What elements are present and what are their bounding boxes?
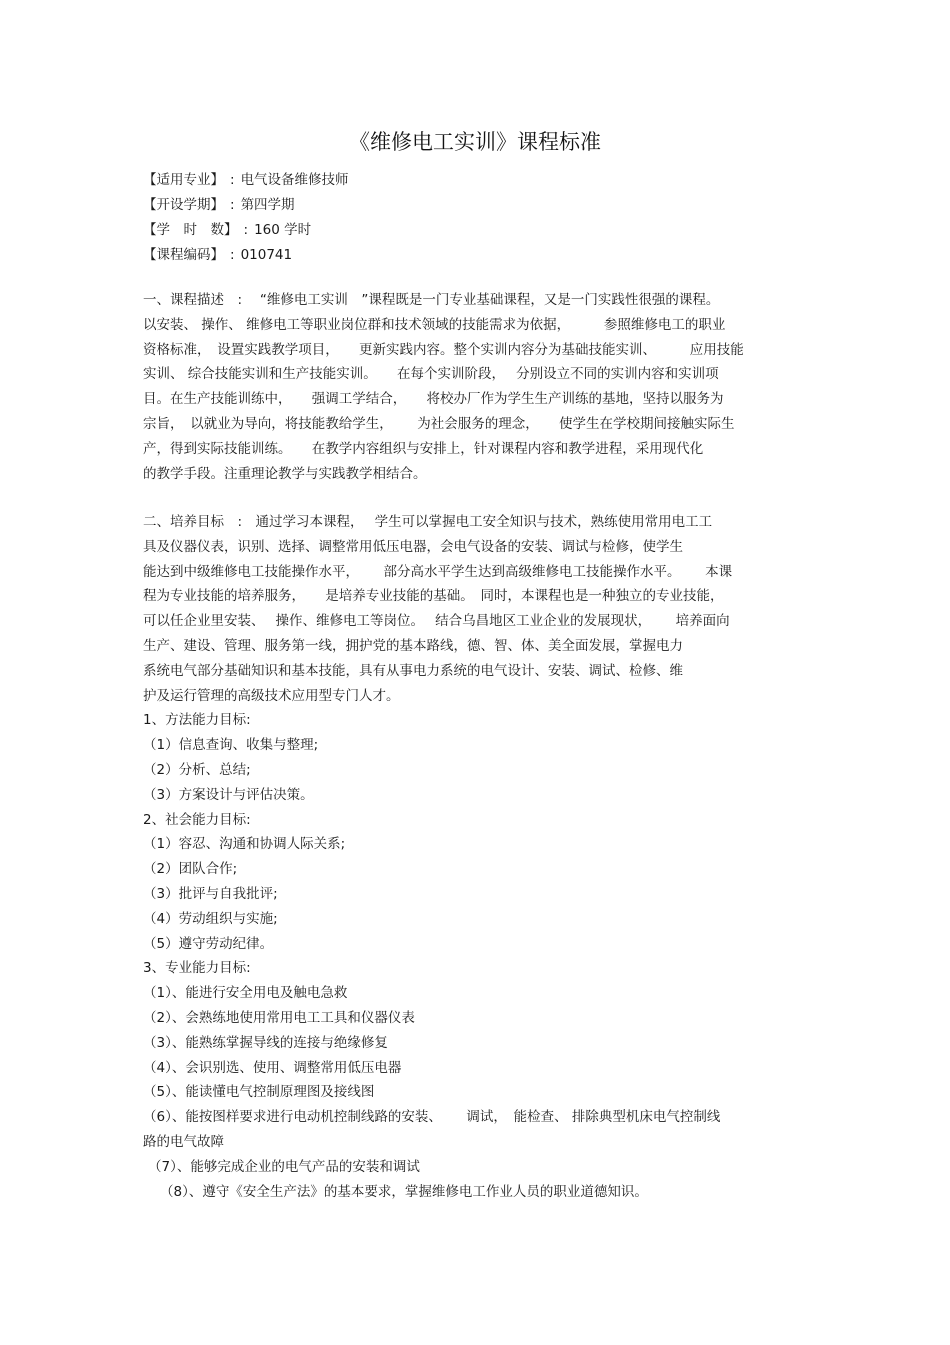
meta-label: 【适用专业】 — [143, 172, 224, 188]
section-course-description — [143, 288, 811, 486]
list-item: （5）、能读懂电气控制原理图及接线图 — [143, 1084, 375, 1101]
list-item: （7）、能够完成企业的电气产品的安装和调试 — [148, 1158, 420, 1175]
meta-label: 【开设学期】 — [143, 197, 224, 213]
paragraph-line: 可以任企业里安装、 操作、维修电工等岗位。 结合乌昌地区工业企业的发展现状， 培养面向 — [143, 613, 730, 630]
meta-row-semester — [143, 193, 803, 218]
paragraph-line: 护及运行管理的高级技术应用型专门人才。 — [143, 687, 400, 704]
list-item: （5）遵守劳动纪律。 — [143, 935, 274, 952]
meta-value: 160 学时 — [254, 222, 312, 238]
paragraph-line: 资格标准， 设置实践教学项目， 更新实践内容。整个实训内容分为基础技能实训、 应用技能 — [143, 341, 744, 358]
paragraph-line: 宗旨， 以就业为导向，将技能教给学生， 为社会服务的理念， 使学生在学校期间接触实际生 — [143, 415, 735, 432]
paragraph-line: 实训、 综合技能实训和生产技能实训。 在每个实训阶段， 分别设立不同的实训内容和实训项 — [143, 366, 719, 383]
meta-row-major — [143, 168, 803, 193]
list-item: （3）、能熟练掌握导线的连接与绝缘修复 — [143, 1034, 388, 1051]
meta-label: 【学 时 数】 — [143, 222, 238, 238]
section-training-goals — [143, 510, 811, 1204]
paragraph-line: 二、培养目标 : 通过学习本课程， 学生可以掌握电工安全知识与技术，熟练使用常用电工工 — [143, 514, 713, 530]
list-item: （2）团队合作; — [143, 861, 238, 878]
goal-heading-method: 1、方法能力目标: — [143, 712, 251, 729]
list-item: （2）分析、总结; — [143, 761, 251, 778]
meta-value: 第四学期 — [240, 197, 295, 213]
goal-heading-professional: 3、专业能力目标: — [143, 960, 251, 977]
paragraph-line: 一、课程描述 : “维修电工实训 ”课程既是一门专业基础课程，又是一门实践性很强的课程。 — [143, 292, 720, 308]
meta-sep: : — [230, 247, 235, 263]
paragraph-line: 目。在生产技能训练中， 强调工学结合， 将校办厂作为学生生产训练的基地，坚持以服务为 — [143, 391, 724, 408]
course-meta — [143, 168, 803, 268]
list-item: （4）劳动组织与实施; — [143, 910, 278, 927]
paragraph-line: 以安装、 操作、 维修电工等职业岗位群和技术领域的技能需求为依据， 参照维修电工的职业 — [143, 316, 726, 333]
meta-sep: : — [230, 172, 235, 188]
list-item: （3）方案设计与评估决策。 — [143, 786, 314, 803]
list-item: （8）、遵守《安全生产法》的基本要求，掌握维修电工作业人员的职业道德知识。 — [160, 1183, 648, 1200]
list-item: （1）信息查询、收集与整理; — [143, 737, 319, 754]
list-item: （1）容忍、沟通和协调人际关系; — [143, 836, 346, 853]
meta-sep: : — [230, 197, 235, 213]
list-item: （4）、会识别选、使用、调整常用低压电器 — [143, 1059, 402, 1076]
paragraph-line: 系统电气部分基础知识和基本技能，具有从事电力系统的电气设计、安装、调试、检修、维 — [143, 662, 683, 679]
paragraph-line: 能达到中级维修电工技能操作水平， 部分高水平学生达到高级维修电工技能操作水平。 本课 — [143, 563, 733, 580]
paragraph-line: 产，得到实际技能训练。 在教学内容组织与安排上，针对课程内容和教学进程，采用现代化 — [143, 440, 704, 457]
goal-heading-social: 2、社会能力目标: — [143, 811, 251, 828]
list-item: （1）、能进行安全用电及触电急救 — [143, 985, 348, 1002]
meta-row-hours — [143, 218, 803, 243]
meta-sep: : — [243, 222, 249, 238]
paragraph-line: 具及仪器仪表，识别、选择、调整常用低压电器，会电气设备的安装、调试与检修，使学生 — [143, 538, 683, 555]
paragraph-line: 程为专业技能的培养服务， 是培养专业技能的基础。 同时，本课程也是一种独立的专业技能， — [143, 588, 724, 605]
list-item: （2）、会熟练地使用常用电工工具和仪器仪表 — [143, 1009, 415, 1026]
list-item: （3）批评与自我批评; — [143, 885, 278, 902]
paragraph-line: 的教学手段。注重理论教学与实践教学相结合。 — [143, 465, 427, 482]
list-item: （6）、能按图样要求进行电动机控制线路的安装、 调试， 能检查、 排除典型机床电气控制线 — [143, 1109, 721, 1126]
meta-value: 电气设备维修技师 — [240, 172, 349, 188]
meta-label: 【课程编码】 — [143, 247, 224, 263]
meta-row-code — [143, 243, 803, 268]
paragraph-line: 生产、建设、管理、服务第一线，拥护党的基本路线，德、智、体、美全面发展，掌握电力 — [143, 637, 683, 654]
meta-value: 010741 — [240, 247, 293, 263]
list-item-continued: 路的电气故障 — [143, 1133, 224, 1150]
document-title: 《维修电工实训》课程标准 — [349, 130, 601, 154]
